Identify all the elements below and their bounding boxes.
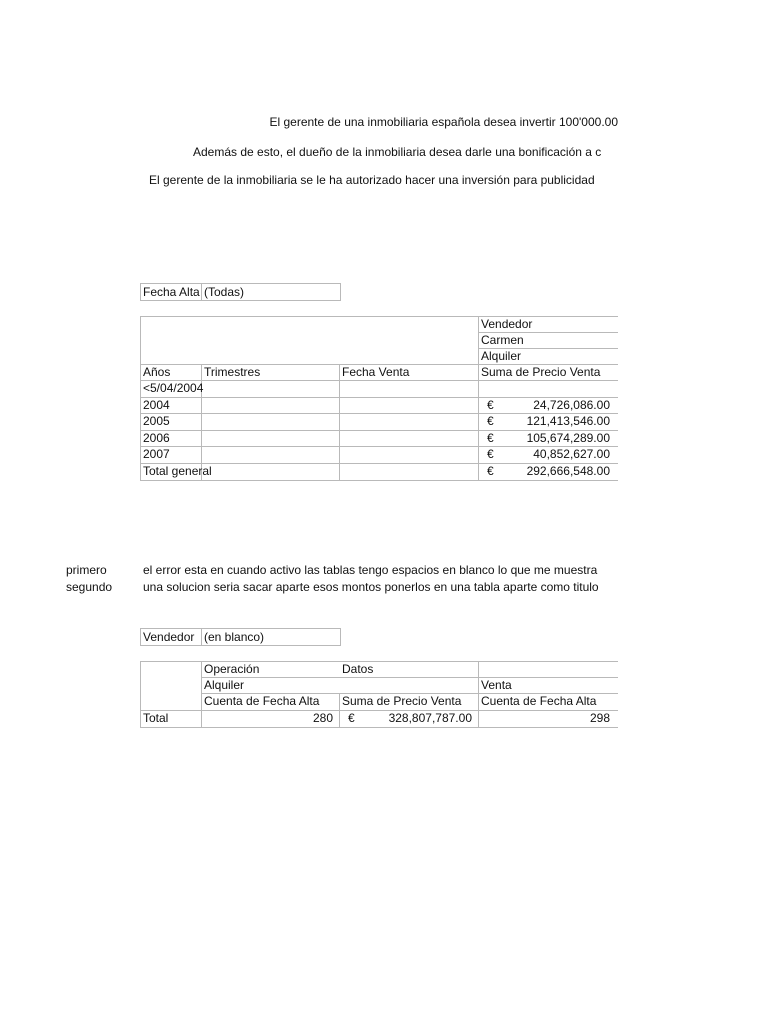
row-field-trimestres[interactable]: Trimestres bbox=[204, 365, 261, 379]
currency-symbol: € bbox=[487, 398, 494, 412]
header-cuenta-fecha-alta: Cuenta de Fecha Alta bbox=[204, 694, 320, 708]
header-cuenta-fecha-alta-venta: Cuenta de Fecha Alta bbox=[481, 694, 597, 708]
column-item-carmen[interactable]: Carmen bbox=[481, 333, 524, 347]
currency-symbol: € bbox=[487, 447, 494, 461]
column-subitem-alquiler[interactable]: Alquiler bbox=[481, 349, 522, 363]
intro-line-2: Además de esto, el dueño de la inmobiliaria desea darle una bonificación a c bbox=[193, 145, 602, 159]
table-row-year: <5/04/2004 bbox=[143, 381, 204, 395]
currency-symbol: € bbox=[348, 711, 355, 725]
total-row-label: Total general bbox=[143, 464, 212, 478]
total-sum-alquiler: 328,807,787.00 bbox=[388, 711, 472, 725]
column-item-alquiler[interactable]: Alquiler bbox=[204, 678, 245, 692]
currency-symbol: € bbox=[487, 431, 494, 445]
note-line-2: una solucion seria sacar aparte esos montos ponerlos en una tabla aparte como titulo bbox=[143, 580, 599, 594]
intro-line-3: El gerente de la inmobiliaria se le ha autorizado hacer una inversión para publicidad bbox=[149, 173, 595, 187]
filter-label: Vendedor bbox=[143, 630, 195, 644]
table-row-year: 2006 bbox=[143, 431, 170, 445]
table-row-year: 2007 bbox=[143, 447, 170, 461]
filter-value-dropdown[interactable]: (en blanco) bbox=[204, 630, 265, 644]
column-item-venta[interactable]: Venta bbox=[481, 678, 512, 692]
data-field-datos[interactable]: Datos bbox=[342, 662, 374, 676]
row-field-fecha-venta[interactable]: Fecha Venta bbox=[342, 365, 410, 379]
currency-symbol: € bbox=[487, 464, 494, 478]
data-field-suma-precio[interactable]: Suma de Precio Venta bbox=[481, 365, 601, 379]
table-row-year: 2004 bbox=[143, 398, 170, 412]
note-line-1: el error esta en cuando activo las tablas tengo espacios en blanco lo que me muestra bbox=[143, 563, 598, 577]
table-cell-value: 121,413,546.00 bbox=[526, 414, 610, 428]
note-label-segundo: segundo bbox=[66, 580, 113, 594]
total-value: 292,666,548.00 bbox=[526, 464, 610, 478]
table-row-year: 2005 bbox=[143, 414, 170, 428]
filter-value-dropdown[interactable]: (Todas) bbox=[204, 285, 245, 299]
table-cell-value: 105,674,289.00 bbox=[526, 431, 610, 445]
total-count-alquiler: 280 bbox=[312, 711, 333, 725]
currency-symbol: € bbox=[487, 414, 494, 428]
column-field-vendedor[interactable]: Vendedor bbox=[481, 317, 533, 331]
note-label-primero: primero bbox=[66, 563, 107, 577]
intro-line-1: El gerente de una inmobiliaria española desea invertir 100'000.00 bbox=[269, 115, 618, 129]
total-count-venta: 298 bbox=[589, 711, 610, 725]
column-field-operacion[interactable]: Operación bbox=[204, 662, 260, 676]
header-suma-precio-venta: Suma de Precio Venta bbox=[342, 694, 462, 708]
row-field-anos[interactable]: Años bbox=[143, 365, 171, 379]
filter-label: Fecha Alta bbox=[143, 285, 200, 299]
table-cell-value: 40,852,627.00 bbox=[533, 447, 610, 461]
table-cell-value: 24,726,086.00 bbox=[533, 398, 610, 412]
total-row-label: Total bbox=[143, 711, 169, 725]
